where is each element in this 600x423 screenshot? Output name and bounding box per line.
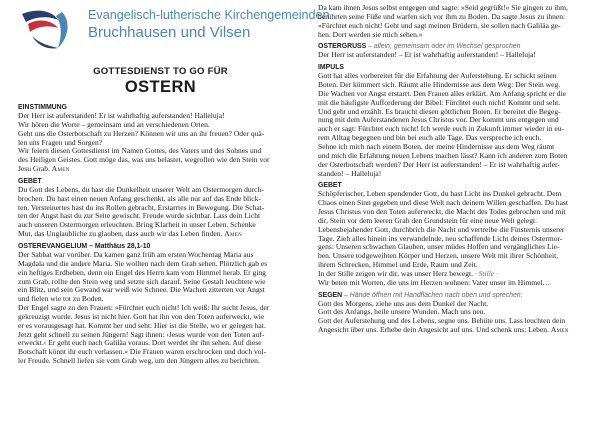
gebet-2-text: Schöpferischer, Leben spendender Gott, du hast Licht ins Dunkel gebracht. Dem Chaos einen Sinn gegeben und diese Welt nach deinem Willen geschaffen. Du hast Jesus Christus von den Toten auferweckt, die Macht des Todes gebrochen und mit dir, Stein vor dem leeren Grab den Grundstein für eine neue Welt gelegt. Lebensbejahender Gott, durchbrich die Nacht und vertreibe die Finsternis unserer Tage. Zieh alles hinein ins verwandelnde, neu schaffende Licht deines Ostermor- gens: Unseren schwachen Glauben, unser müdes Hoffen und vergängliches Lie- ben. Unsere todgeweihten Körper und Herzen, unsere Welt mit ihrer Schönheit, ihrem Schrecken, Himmel und Erde, Raum und Zeit. In der Stille zeigen wir dir, was unser Herz bewegt. · Stille · Wir beten mit Worten, die uns im Herzen wohnen: Vater unser im Himmel… — [318, 189, 568, 287]
section-heading-impuls: IMPULS — [318, 64, 345, 72]
impuls-text: Gott hat alles vorbereitet für die Erfahrung der Auferstehung. Er schickt seinen Boten. Der kümmert sich. Räumt alle Hindernisse aus dem Weg: Der Stein weg. Die Wachen vor Angst erstarrt. Den Frauen alles erklärt. Am Anfang spricht er die mit die häufigste Aufforderung der Bibel: Fürchtet euch nicht! Kommt und seht. Und geht und erzählt. Es braucht diesen göttlichen Boten. Er bereitet die Begeg- nung mit dem Auferstandenen Jesus Christus vor. Der kommt uns entgegen und auch er sagt: Fürchtet euch nicht! Ich werde euch in Zukunft immer wieder in eu- rem Alltag begegnen und bin bei euch alle Tage. Das verspreche ich euch. Sehne ich mich nach einem Boten, der meine Hindernisse aus dem Weg räumt und mich die Erfahrung neuen Lebens machen lässt? Kann ich anderen zum Boten der Osterbotschaft werden? Der Herr ist auferstanden! – Er ist wahrhaftig aufer- standen! – Halleluja! — [318, 71, 568, 178]
section-heading-einstimmung: EINSTIMMUNG — [18, 104, 67, 111]
letterhead — [18, 0, 330, 54]
evangelium-continued-text: Da kam ihnen Jesus selbst entgegen und sagte: »Seid gegrüßt!« Sie gingen zu ihm, berührten seine Füße und warfen sich vor ihm zu Boden. Da sagte Jesus zu ihnen: »Fürchtet euch nicht! Geht und sagt meinen Brüdern, sie sollen nach Galiläa ge- hen. Dort werden sie mich sehen.« — [318, 3, 568, 39]
organization-name: Evangelisch-lutherische Kirchengemeinden — [88, 8, 330, 22]
church-logo-icon — [18, 4, 80, 54]
gebet-text: Du Gott des Lebens, du hast die Dunkelheit unserer Welt am Ostermorgen durch- brochen. Du hast einen neuen Anfang geschenkt, als alle nur auf das Ende blick- ten. Versteinertes hast du ins Rollen gebracht, Erstarrtes in Bewegung. Die Schat- ten der Angst hast du zur Seite gewischt. Freude wurde sichtbar. Lass dein Licht auch unseren Ostermorgen erleuchten. Bring Klarheit in unser Leben. Schenke Mut, das Unglaubliche zu glauben, dass auch wir das Leben finden. Amen — [18, 184, 265, 239]
section-heading-segen: SEGEN – Hände öffnen mit Handflächen nach oben und sprechen: — [318, 291, 523, 299]
section-heading-gebet: GEBET — [18, 177, 42, 185]
left-column — [18, 0, 330, 366]
ostergruss-text: Der Herr ist auferstanden! – Er ist wahrhaftig auferstanden! – Halleluja! — [318, 50, 536, 60]
section-heading-ostergruss: OSTERGRUSS – allein, gemeinsam oder im Wechsel gesprochen — [318, 43, 521, 51]
stille-marker: · Stille · — [474, 268, 498, 278]
section-heading-evangelium: OSTEREVANGELIUM – Matthäus 28,1-10 — [18, 242, 151, 250]
evangelium-text: Der Sabbat war vorüber. Da kamen ganz früh am ersten Wochentag Maria aus Magdala und die andere Maria. Sie wollten nach dem Grab sehen. Plötzlich gab es ein heftiges Erdbeben, denn ein Engel des Herrn kam vom Himmel herab. Er ging zum Grab, rollte den Stein weg und setzte sich darauf. Seine Gestalt leuchtete wie ein Blitz, und sein Gewand war weiß wie Schnee. Die Wachen zitterten vor Angst und fielen wie tot zu Boden. Der Engel sagte zu den Frauen: »Fürchtet euch nicht! Ich weiß: Ihr sucht Jesus, der gekreuzigt wurde. Jesus ist nicht hier. Gott hat ihn von den Toten auferweckt, wie er es vorausgesagt hat. Kommt her und seht: Hier ist die Stelle, wo er gelegen hat. Jetzt geht schnell zu seinen Jüngern! Sagt ihnen: ›Jesus wurde von den Toten auf- erweckt.‹ Er geht euch nach Galiläa voraus. Dort werdet ihr ihn sehen. Auf diese Botschaft könnt ihr euch verlassen.« Die Frauen waren erschrocken und doch vol- ler Freude. Schnell liefen sie vom Grab weg, um den Jüngern alles zu berichten. — [18, 249, 270, 366]
section-heading-gebet-2: GEBET — [318, 182, 342, 190]
right-column — [318, 4, 590, 335]
einstimmung-text: Der Herr ist auferstanden! Er ist wahrhaftig auferstanden! Halleluja! Wir hören die Worte – gemeinsam und an verschiedenen Orten. Geht uns die Osterbotschaft zu Herzen? Können wir uns an ihr freuen? Oder quä- len uns Fragen und Sorgen? Wir feiern diesen Gottesdienst im Namen Gottes, des Vaters und des Sohnes und des Heiligen Geistes. Gott möge das, was uns belastet, wegrollen wie den Stein vor Jesu Grab. Amen — [18, 111, 270, 174]
service-kicker: GOTTESDIENST TO GO FÜR — [93, 66, 228, 77]
segen-text: Gott des Morgens, ziehe uns aus dem Dunkel der Nacht. Gott des Anfangs, heile unsere Wunden. Mach uns neu. Gott der Auferstehung und des Lebens, segne uns. Behüte uns. Lass leuchten dein Angesicht über uns. Erhebe dein Angesicht auf uns. Und schenk uns: Leben. Amen — [318, 298, 569, 335]
parish-names: Bruchhausen und Vilsen — [88, 24, 251, 41]
page-title: OSTERN — [124, 78, 197, 96]
